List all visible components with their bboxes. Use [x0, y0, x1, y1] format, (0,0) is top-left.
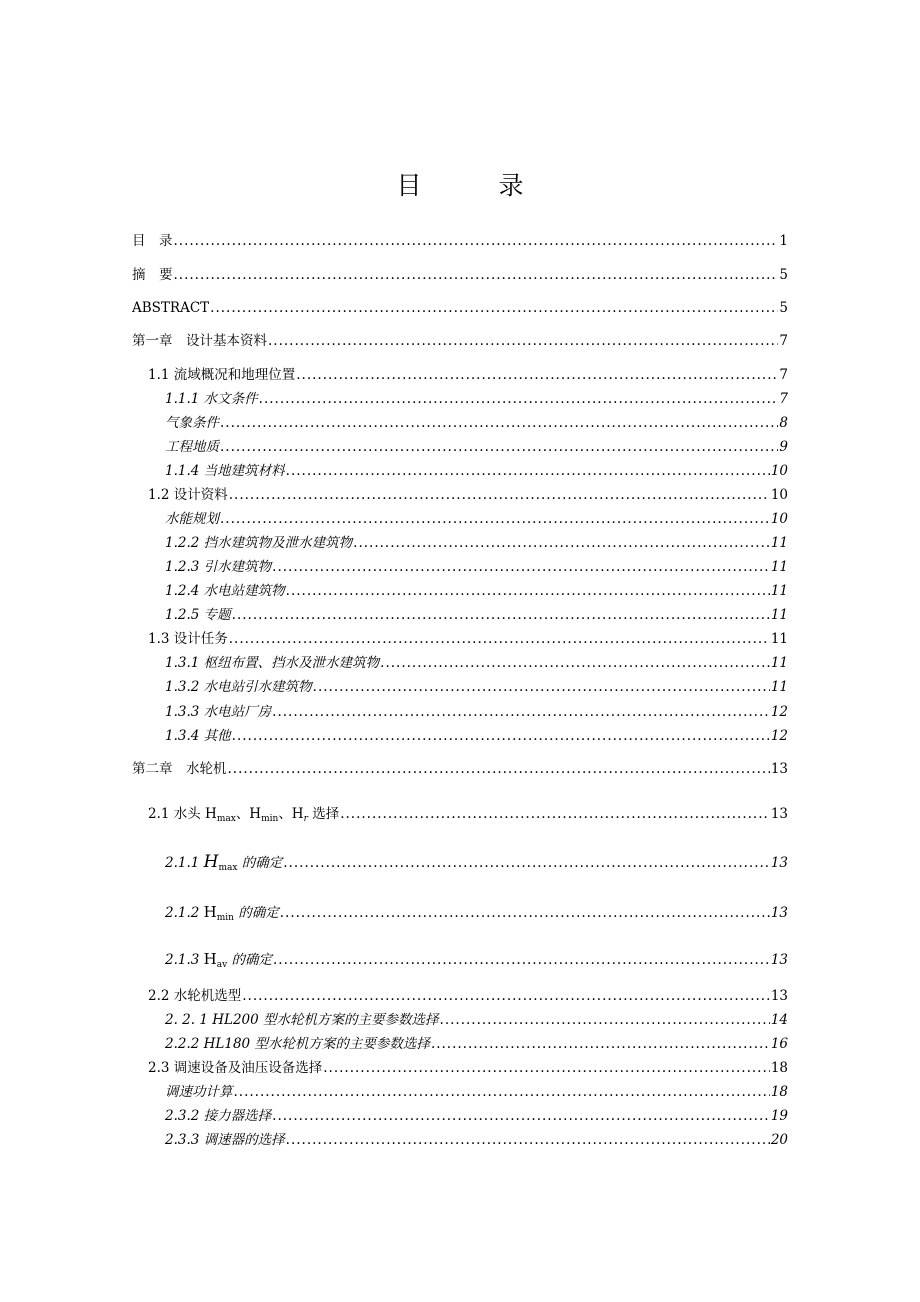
toc-entry-label: 1.2.2 挡水建筑物及泄水建筑物	[165, 535, 353, 551]
dot-leader	[174, 266, 779, 284]
toc-entry[interactable]	[165, 853, 788, 871]
toc-entry-label: 1.2.3 引水建筑物	[165, 559, 272, 575]
toc-entry-page: 11	[770, 655, 788, 671]
toc-entry[interactable]	[165, 950, 788, 968]
label-text: 的确定	[237, 855, 283, 871]
toc-entry[interactable]	[148, 1059, 788, 1077]
toc-entry-page: 11	[770, 679, 788, 695]
subscript: av	[216, 960, 228, 970]
toc-entry-page: 7	[779, 333, 788, 349]
dot-leader	[431, 1035, 770, 1053]
dot-leader	[440, 1011, 770, 1029]
dot-leader	[273, 951, 770, 969]
toc-entry[interactable]	[165, 1035, 788, 1053]
toc-entry[interactable]	[165, 1107, 788, 1125]
dot-leader	[220, 414, 778, 432]
label-text: 、H	[235, 806, 262, 822]
toc-entry[interactable]	[148, 366, 788, 384]
toc-entry[interactable]	[148, 630, 788, 648]
toc-entry[interactable]	[165, 703, 788, 721]
toc-entry-page: 5	[779, 300, 788, 316]
subscript: min	[216, 913, 234, 923]
dot-leader	[286, 582, 770, 600]
toc-entry-label: 1.3.4 其他	[165, 728, 231, 744]
toc-entry-page: 11	[770, 535, 788, 551]
toc-entry[interactable]	[165, 390, 788, 408]
toc-entry-label	[148, 805, 339, 828]
toc-entry-label: 1.3.1 枢纽布置、挡水及泄水建筑物	[165, 655, 380, 671]
toc-entry-page: 13	[770, 988, 788, 1004]
toc-entry-label: 1.1.1 水文条件	[165, 391, 258, 407]
toc-entry-label: 1.1 流域概况和地理位置	[148, 367, 296, 383]
toc-entry[interactable]	[165, 678, 788, 696]
toc-entry[interactable]	[165, 1131, 788, 1149]
toc-entry-label: 2.2 水轮机选型	[148, 988, 242, 1004]
toc-entry-label: 2.3.2 接力器选择	[165, 1108, 272, 1124]
toc-entry-label: 1.3 设计任务	[148, 631, 228, 647]
toc-entry[interactable]	[165, 558, 788, 576]
toc-entry-page: 5	[779, 267, 788, 283]
label-text: 、H	[278, 806, 304, 822]
toc-entry-label: 水能规划	[165, 511, 219, 527]
toc-entry[interactable]	[165, 654, 788, 672]
dot-leader	[340, 805, 770, 823]
toc-entry[interactable]	[165, 1083, 788, 1101]
dot-leader	[229, 486, 770, 504]
toc-entry[interactable]	[165, 414, 788, 432]
toc-entry-label	[165, 903, 279, 927]
toc-entry-label: 摘 要	[132, 267, 173, 283]
toc-entry[interactable]	[132, 332, 788, 350]
toc-entry-page: 10	[770, 463, 788, 479]
toc-entry-label: 1.2 设计资料	[148, 487, 228, 503]
label-text: 的确定	[233, 905, 279, 921]
toc-entry-label: 2.3.3 调速器的选择	[165, 1132, 285, 1148]
toc-entry-page: 9	[779, 439, 788, 455]
label-text: 2.1.1	[165, 855, 204, 871]
page-title: 目 录	[396, 171, 550, 200]
dot-leader	[220, 438, 778, 456]
toc-entry[interactable]	[148, 805, 788, 823]
toc-entry-label: 目 录	[132, 233, 173, 249]
toc-entry[interactable]	[148, 486, 788, 504]
dot-leader	[232, 727, 770, 745]
toc-entry[interactable]	[165, 582, 788, 600]
toc-entry[interactable]	[165, 727, 788, 745]
toc-entry-page: 13	[770, 806, 788, 822]
toc-entry-label: 2. 2. 1 HL200 型水轮机方案的主要参数选择	[165, 1012, 439, 1028]
dot-leader	[229, 630, 770, 648]
dot-leader	[210, 299, 778, 317]
toc-entry-label	[165, 853, 282, 877]
dot-leader	[286, 462, 770, 480]
label-text: 2.1.2	[165, 905, 204, 921]
toc-entry-page: 14	[770, 1012, 788, 1028]
dot-leader	[272, 1107, 770, 1125]
dot-leader	[296, 366, 778, 384]
toc-entry[interactable]	[148, 987, 788, 1005]
toc-entry[interactable]	[132, 266, 788, 284]
toc-entry-page: 18	[770, 1060, 788, 1076]
toc-entry-page: 7	[779, 367, 788, 383]
dot-leader	[234, 1083, 770, 1101]
dot-leader	[259, 390, 779, 408]
toc-entry-label: 2.2.2 HL180 型水轮机方案的主要参数选择	[165, 1036, 430, 1052]
label-text: 2.1.3	[165, 952, 204, 968]
toc-entry[interactable]	[165, 534, 788, 552]
dot-leader	[228, 760, 770, 778]
dot-leader	[353, 534, 770, 552]
label-symbol: H	[203, 950, 217, 968]
toc-entry-label: 气象条件	[165, 415, 219, 431]
dot-leader	[313, 678, 770, 696]
toc-entry[interactable]	[132, 232, 788, 250]
toc-entry-label: 工程地质	[165, 439, 219, 455]
toc-entry-label: 1.1.4 当地建筑材料	[165, 463, 285, 479]
toc-entry-page: 18	[770, 1084, 788, 1100]
toc-entry[interactable]	[165, 606, 788, 624]
toc-entry-page: 11	[770, 559, 788, 575]
toc-entry[interactable]	[165, 438, 788, 456]
subscript: max	[216, 814, 236, 824]
toc-entry[interactable]	[165, 510, 788, 528]
subscript: max	[218, 863, 238, 873]
toc-entry-page: 1	[779, 233, 788, 249]
toc-entry-page: 10	[770, 487, 788, 503]
toc-entry-label: 第二章 水轮机	[132, 761, 227, 777]
dot-leader	[242, 987, 770, 1005]
toc-entry-page: 16	[770, 1036, 788, 1052]
dot-leader	[280, 904, 770, 922]
dot-leader	[220, 510, 770, 528]
toc-entry-page: 11	[770, 583, 788, 599]
dot-leader	[268, 332, 778, 350]
dot-leader	[272, 703, 770, 721]
dot-leader	[380, 654, 770, 672]
toc-entry-page: 10	[770, 511, 788, 527]
label-text: 选择	[307, 806, 340, 822]
subscript: r	[303, 814, 308, 824]
toc-entry-page: 11	[770, 607, 788, 623]
toc-entry[interactable]	[165, 462, 788, 480]
subscript: min	[261, 814, 279, 824]
label-symbol: H	[203, 903, 217, 921]
dot-leader	[232, 606, 770, 624]
toc-entry-page: 13	[770, 905, 788, 921]
toc-entry-page: 13	[770, 855, 788, 871]
toc-entry-page: 12	[770, 728, 788, 744]
dot-leader	[272, 558, 770, 576]
toc-entry-label: 1.3.2 水电站引水建筑物	[165, 679, 312, 695]
toc-entry-label: 第一章 设计基本资料	[132, 333, 267, 349]
toc-entry-page: 12	[770, 704, 788, 720]
toc-entry-page: 19	[770, 1108, 788, 1124]
toc-entry[interactable]	[132, 760, 788, 778]
dot-leader	[174, 232, 779, 250]
toc-entry-label: 1.2.5 专题	[165, 607, 231, 623]
toc-entry-page: 20	[770, 1132, 788, 1148]
toc-entry-label: 1.3.3 水电站厂房	[165, 704, 272, 720]
toc-entry-page: 13	[770, 761, 788, 777]
dot-leader	[283, 854, 770, 872]
toc-entry-label: ABSTRACT	[132, 300, 210, 316]
label-text: 的确定	[227, 952, 272, 968]
label-symbol: H	[203, 852, 219, 872]
toc-entry-page: 7	[779, 391, 788, 407]
toc-entry-page: 13	[770, 952, 788, 968]
dot-leader	[286, 1131, 770, 1149]
toc-entry-label: 2.3 调速设备及油压设备选择	[148, 1060, 323, 1076]
toc-entry-label: 调速功计算	[165, 1084, 233, 1100]
toc-entry-label	[165, 950, 272, 974]
dot-leader	[323, 1059, 770, 1077]
toc-entry[interactable]	[165, 1011, 788, 1029]
toc-entry-page: 11	[770, 631, 788, 647]
toc-entry[interactable]	[132, 299, 788, 317]
toc-entry-label: 1.2.4 水电站建筑物	[165, 583, 285, 599]
toc-entry[interactable]	[165, 903, 788, 921]
label-text: 2.1 水头 H	[148, 806, 217, 822]
toc-entry-page: 8	[779, 415, 788, 431]
